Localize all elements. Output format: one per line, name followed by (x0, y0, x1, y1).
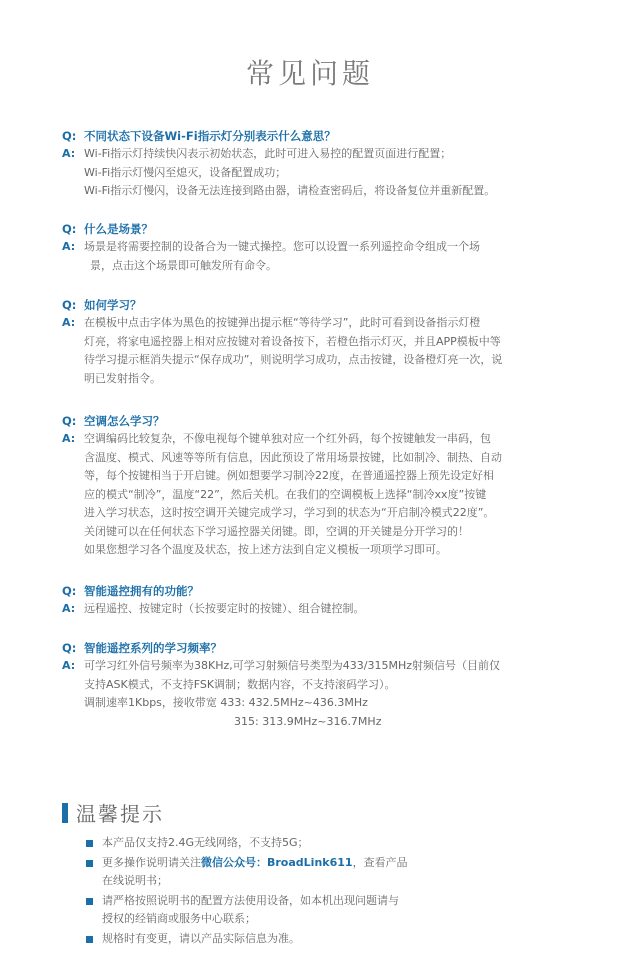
tips-header (62, 798, 164, 827)
faq-question (62, 221, 572, 237)
faq-question (62, 413, 572, 429)
faq-answer (62, 430, 572, 560)
answer-line: Wi-Fi指示灯慢闪，设备无法连接到路由器，请检查密码后，将设备复位并重新配置。 (84, 184, 496, 197)
answer-line: 如果您想学习各个温度及状态，按上述方法到自定义模板一项项学习即可。 (84, 543, 447, 556)
faq-answer (62, 657, 572, 731)
tips-accent-bar (62, 803, 68, 823)
faq-item (62, 297, 572, 388)
answer-line: 远程遥控、按键定时（长按要定时的按键）、组合键控制。 (84, 602, 365, 615)
faq-question (62, 583, 572, 599)
answer-line: 在模板中点击字体为黑色的按键弹出提示框“等待学习”，此时可看到设备指示灯橙 (84, 316, 481, 329)
answer-line: 场景是将需要控制的设备合为一键式操控。您可以设置一系列遥控命令组成一个场 (84, 240, 480, 253)
a-tag: A: (62, 240, 76, 253)
tip-line: 在线说明书； (102, 874, 168, 887)
q-tag: Q: (62, 222, 77, 236)
faq-question (62, 640, 572, 656)
question-text: 空调怎么学习？ (84, 414, 165, 428)
q-tag: Q: (62, 414, 77, 428)
tip-line: 请严格按照说明书的配置方法使用设备，如本机出现问题请与 (102, 893, 399, 907)
tips-title: 温馨提示 (76, 802, 164, 826)
faq-item (62, 221, 572, 275)
answer-line: 315: 313.9MHz~316.7MHz (234, 714, 382, 728)
answer-line: 调制速率1Kbps，接收带宽 433: 432.5MHz~436.3MHz (84, 696, 368, 709)
q-tag: Q: (62, 584, 77, 598)
q-tag: Q: (62, 298, 77, 312)
square-bullet-icon (86, 936, 93, 943)
answer-line: 空调编码比较复杂，不像电视每个键单独对应一个红外码，每个按键触发一串码，包 (84, 432, 491, 445)
question-text: 什么是场景？ (84, 222, 153, 236)
question-text: 智能遥控拥有的功能？ (84, 584, 199, 598)
answer-line: 景，点击这个场景即可触发所有命令。 (90, 258, 277, 272)
answer-line: 进入学习状态，这时按空调开关键完成学习，学习到的状态为“开启制冷模式22度”。 (84, 506, 495, 519)
question-text: 如何学习？ (84, 298, 142, 312)
faq-answer (62, 600, 572, 619)
a-tag: A: (62, 659, 76, 672)
answer-line: 可学习红外信号频率为38KHz,可学习射频信号类型为433/315MHz射频信号（目前仅 (84, 659, 500, 672)
answer-line: Wi-Fi指示灯慢闪至熄灭，设备配置成功； (84, 165, 287, 179)
answer-line: 含温度、模式、风速等等所有信息，因此预设了常用场景按键，比如制冷、制热、自动 (84, 450, 502, 464)
q-tag: Q: (62, 641, 77, 655)
answer-line: 等，每个按键相当于开启键。例如想要学习制冷22度，在普通遥控器上预先设定好相 (84, 469, 494, 482)
a-tag: A: (62, 316, 76, 329)
question-text: 不同状态下设备Wi-Fi指示灯分别表示什么意思？ (84, 129, 336, 143)
tips-list (86, 834, 566, 949)
wechat-account-highlight: 微信公众号：BroadLink611 (201, 855, 353, 869)
tip-text: ，查看产品 (352, 855, 408, 869)
faq-item (62, 640, 572, 731)
faq-answer (62, 238, 572, 275)
faq-question (62, 128, 572, 144)
tip-line: 授权的经销商或服务中心联系； (102, 912, 256, 925)
answer-line: 灯亮，将家电遥控器上相对应按键对着设备按下，若橙色指示灯灭，并且APP模板中等 (84, 334, 501, 348)
a-tag: A: (62, 147, 76, 160)
question-text: 智能遥控系列的学习频率？ (84, 641, 222, 655)
faq-item (62, 128, 572, 201)
answer-line: 支持ASK模式，不支持FSK调制；数据内容，不支持滚码学习）。 (84, 677, 396, 691)
tip-text: 更多操作说明请关注 (102, 855, 201, 869)
faq-item (62, 413, 572, 560)
tip-line: 规格时有变更，请以产品实际信息为准。 (102, 931, 300, 945)
square-bullet-icon (86, 840, 93, 847)
answer-line: 明已发射指令。 (84, 371, 161, 385)
answer-line: Wi-Fi指示灯持续快闪表示初始状态，此时可进入易控的配置页面进行配置； (84, 147, 452, 160)
square-bullet-icon (86, 860, 93, 867)
q-tag: Q: (62, 129, 77, 143)
answer-line: 应的模式“制冷”，温度“22”，然后关机。在我们的空调模板上选择“制冷xx度”按键 (84, 487, 487, 501)
a-tag: A: (62, 602, 76, 615)
tip-item (86, 930, 566, 949)
answer-line: 关闭键可以在任何状态下学习遥控器关闭键。即，空调的开关键是分开学习的！ (84, 524, 469, 538)
faq-item (62, 583, 572, 619)
tip-item (86, 834, 566, 853)
faq-answer (62, 145, 572, 201)
square-bullet-icon (86, 898, 93, 905)
answer-line: 待学习提示框消失提示“保存成功”，则说明学习成功，点击按键，设备橙灯亮一次，说 (84, 353, 503, 366)
page-title: 常见问题 (245, 57, 374, 90)
faq-answer (62, 314, 572, 388)
a-tag: A: (62, 432, 76, 445)
tip-line: 本产品仅支持2.4G无线网络，不支持5G； (102, 836, 309, 849)
tip-item (86, 892, 566, 929)
tip-item (86, 854, 566, 891)
faq-question (62, 297, 572, 313)
